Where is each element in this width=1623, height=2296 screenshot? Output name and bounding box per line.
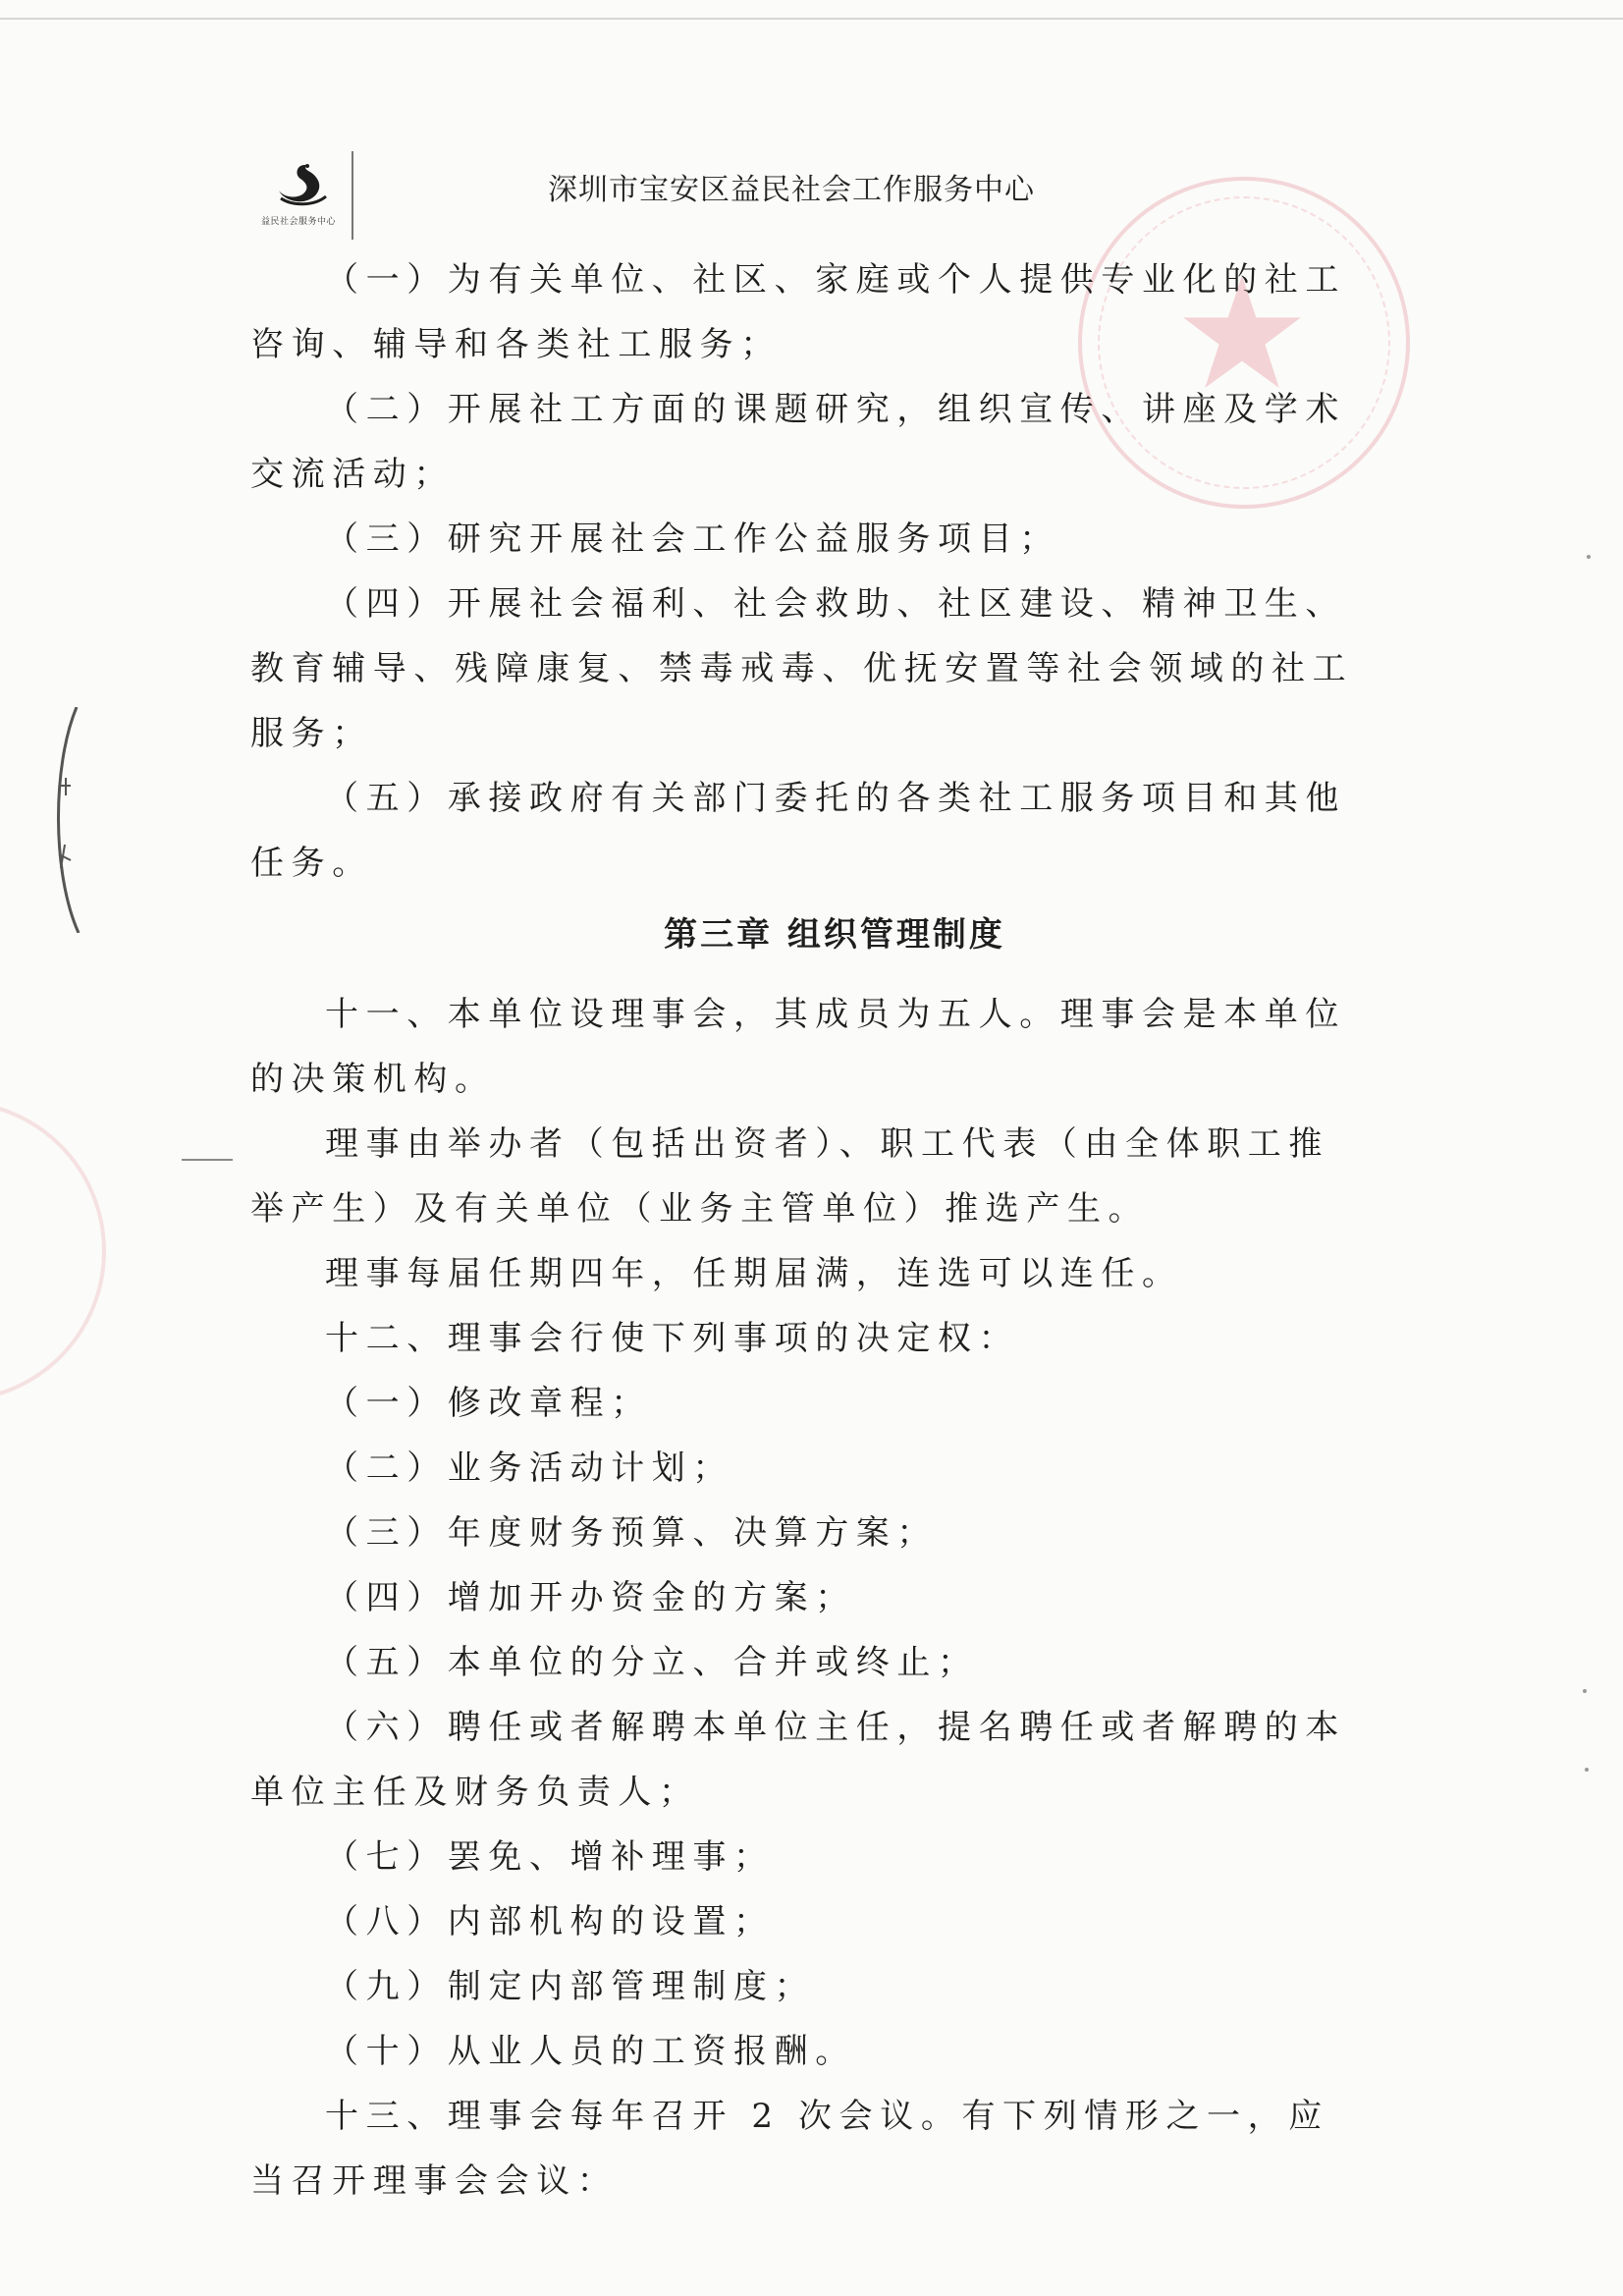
list-item: （八）内部机构的设置； xyxy=(325,1902,775,1941)
paragraph: （三）研究开展社会工作公益服务项目； xyxy=(325,519,1060,559)
speck xyxy=(1583,1689,1587,1693)
scan-edge xyxy=(0,18,1623,20)
binding-mark xyxy=(47,707,86,933)
paragraph: 十一、本单位设理事会，其成员为五人。理事会是本单位的决策机构。 xyxy=(250,995,1346,1099)
paragraph: （五）承接政府有关部门委托的各类社工服务项目和其他任务。 xyxy=(250,779,1346,883)
paragraph: （二）开展社工方面的课题研究，组织宣传、讲座及学术交流活动； xyxy=(250,390,1346,494)
list-item: （九）制定内部管理制度； xyxy=(325,1967,816,2006)
paragraph: 十三、理事会每年召开 2 次会议。有下列情形之一，应当召开理事会会议： xyxy=(250,2097,1329,2201)
paragraph: 理事由举办者（包括出资者）、职工代表（由全体职工推举产生）及有关单位（业务主管单位）推选产生。 xyxy=(250,1124,1329,1229)
list-item: （四）增加开办资金的方案； xyxy=(325,1578,856,1617)
list-item: （十）从业人员的工资报酬。 xyxy=(325,2032,856,2071)
partial-seal xyxy=(0,1100,106,1402)
document-body xyxy=(250,247,1360,2214)
org-name: 深圳市宝安区益民社会工作服务中心 xyxy=(548,173,1035,207)
paragraph: 十二、理事会行使下列事项的决定权： xyxy=(325,1319,1020,1358)
list-item: （七）罢免、增补理事； xyxy=(325,1837,775,1877)
logo-caption: 益民社会服务中心 xyxy=(261,217,337,227)
speck xyxy=(1587,555,1591,559)
list-item: （三）年度财务预算、决算方案； xyxy=(325,1513,938,1553)
swan-logo-icon xyxy=(275,159,332,210)
paragraph: （一）为有关单位、社区、家庭或个人提供专业化的社工咨询、辅导和各类社工服务； xyxy=(250,260,1346,364)
org-logo xyxy=(253,145,352,236)
speck xyxy=(1585,1768,1589,1772)
scan-line xyxy=(182,1159,233,1161)
list-item: （五）本单位的分立、合并或终止； xyxy=(325,1643,979,1682)
list-item: （二）业务活动计划； xyxy=(325,1449,733,1488)
paragraph: （四）开展社会福利、社会救助、社区建设、精神卫生、教育辅导、残障康复、禁毒戒毒、优抚安置等社会领域的社工服务； xyxy=(250,584,1354,753)
chapter-heading: 第三章 组织管理制度 xyxy=(664,915,1005,955)
paragraph: 理事每届任期四年，任期届满，连选可以连任。 xyxy=(325,1254,1183,1293)
header-divider xyxy=(352,151,353,240)
list-item: （一）修改章程； xyxy=(325,1384,652,1423)
list-item: （六）聘任或者解聘本单位主任，提名聘任或者解聘的本单位主任及财务负责人； xyxy=(250,1708,1346,1812)
letterhead xyxy=(253,145,1382,244)
